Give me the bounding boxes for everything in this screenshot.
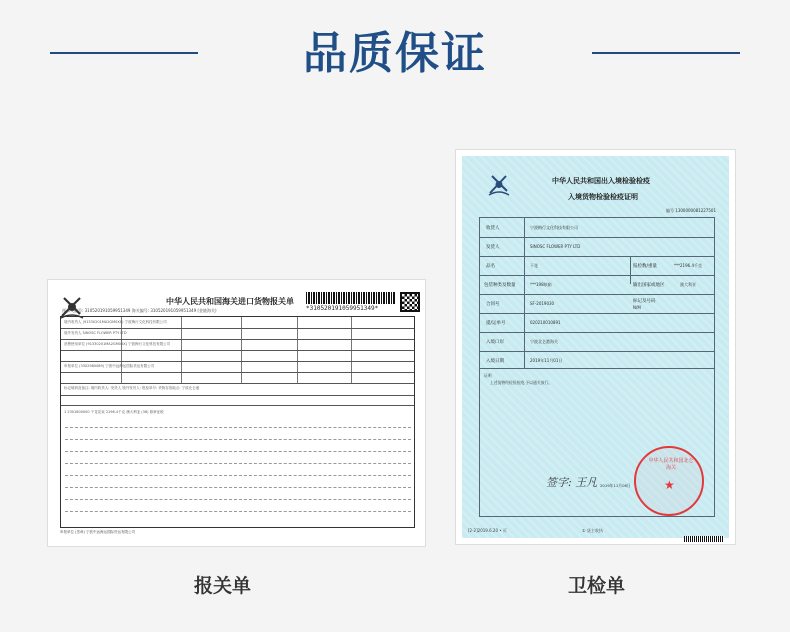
certificate-subtitle: 入境货物检验检疫证明	[568, 193, 638, 201]
certificate-footer-left: [2-2]2019.6.20 • 页	[468, 528, 507, 533]
notes-label: 证明	[484, 373, 492, 378]
field-label: 包装种类及数量	[484, 283, 516, 288]
inspection-certificate-image	[455, 149, 736, 545]
side-field-label: 报检数/重量	[633, 264, 658, 269]
field-value: 宁波梅行文化科技有限公司	[530, 225, 578, 230]
title-divider-right	[592, 52, 740, 54]
caption-inspection: 卫检单	[568, 575, 626, 597]
field-label: 合同号	[486, 302, 500, 307]
field-value: 2019年11月01日	[530, 358, 563, 363]
customs-doc-table	[60, 316, 415, 528]
official-seal	[634, 446, 704, 516]
field-value: 宁波北仑港海关	[530, 339, 558, 344]
seal-star-icon: ★	[664, 478, 675, 492]
customs-doc-subtitle: 预录入编号: 310520191059951349 海关编号: 310520191059951349 (金陵海关)	[62, 308, 217, 313]
field-value: SF-2019030	[530, 301, 555, 306]
field-value: SINOSC FLOWER PTY LTD	[530, 244, 581, 249]
field-value: 干花	[530, 263, 538, 268]
field-label: 品名	[486, 264, 495, 269]
field-value: ***198纸箱	[530, 282, 552, 287]
customs-row-text: 境内收货人 (91330201MA2GM0XX) 宁波梅行文化科技有限公司	[64, 320, 167, 324]
signature: 签字: 王凡	[546, 476, 598, 489]
seal-text: 中华人民共和国北仑海关	[648, 458, 694, 471]
qr-code	[400, 292, 420, 312]
customs-row-text: 消费使用单位 (91330201MA2GM0XX) 宁波梅行文化科技有限公司	[64, 342, 171, 346]
field-value: 020210010891	[530, 320, 561, 325]
side-field-label: 标记及号码	[633, 299, 656, 304]
customs-row-text: 申报单位 (3302980089) 宁波中远海运国际货运有限公司	[64, 364, 155, 368]
barcode-number: *310520191059951349*	[306, 305, 379, 312]
customs-declaration-image	[47, 279, 426, 547]
certificate-number: 编号 1300000081227501	[666, 208, 716, 213]
field-label: 提/运单号	[486, 321, 506, 326]
certificate-footer-right: ① 货主收执	[582, 528, 603, 533]
side-field-label: 输出国家或地区	[633, 283, 665, 288]
field-label: 入境口岸	[486, 340, 504, 345]
certificate-date: 2019年11月08日	[600, 483, 631, 488]
customs-row-text: 境外发货人 SINOSC FLOWER PTY LTD	[64, 331, 127, 335]
customs-doc-title: 中华人民共和国海关进口货物报关单	[166, 297, 294, 306]
side-field-value: N/M	[633, 305, 641, 310]
field-label: 入境日期	[486, 359, 504, 364]
barcode	[306, 292, 396, 304]
notes-text: 上述货物经检验检疫,予以通关放行。	[490, 380, 552, 385]
caption-customs: 报关单	[194, 575, 252, 597]
side-field-value: 澳大利亚	[680, 282, 696, 287]
field-label: 发货人	[486, 245, 500, 250]
page-title: 品质保证	[303, 28, 487, 79]
field-label: 收货人	[486, 226, 500, 231]
certificate-title: 中华人民共和国出入境检验检疫	[552, 177, 650, 185]
customs-doc-footer: 申报单位 (签章) 宁波中远海运国际货运有限公司	[60, 530, 135, 534]
customs-row-text: 标记唛码及备注: 境内收货人: 发货人 境外发货人: 报检单号: 货物存放地点: 宁波北仑港	[64, 386, 200, 390]
certificate-table	[479, 217, 715, 369]
side-field-value: ***2196.4千克	[674, 263, 702, 268]
small-barcode	[684, 536, 724, 542]
customs-item-line: 1 2301800000 干花花束 2196.4千克 澳大利亚 (36) 照章征税	[64, 410, 164, 414]
inspection-emblem-icon	[486, 172, 512, 198]
